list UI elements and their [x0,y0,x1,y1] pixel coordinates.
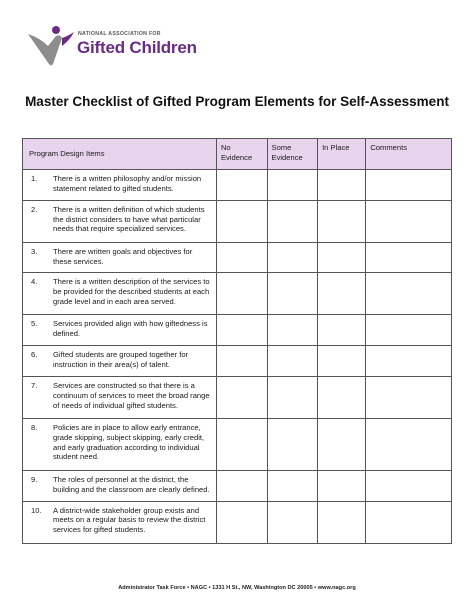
table-header-row [23,139,452,170]
org-name-large: Gifted Children [77,38,197,57]
table-row [23,376,452,418]
header-in-place: In Place [318,139,366,170]
no-evidence-cell[interactable] [216,170,267,201]
table-row [23,242,452,273]
some-evidence-cell[interactable] [267,470,318,501]
no-evidence-cell[interactable] [216,470,267,501]
row-text: Services are constructed so that there is a continuum of services to meet the broad range of needs of individual gifted students. [53,380,210,410]
in-place-cell[interactable] [318,200,366,242]
header-some-evidence: Some Evidence [267,139,318,170]
row-item-cell [23,273,217,315]
header-no-evidence: No Evidence [216,139,267,170]
comments-cell[interactable] [366,170,452,201]
header-comments: Comments [366,139,452,170]
no-evidence-cell[interactable] [216,200,267,242]
some-evidence-cell[interactable] [267,200,318,242]
row-number: 2. [31,204,38,214]
comments-cell[interactable] [366,501,452,543]
row-number: 9. [31,474,38,484]
row-item-cell [23,200,217,242]
row-text: There is a written definition of which students the district considers to have what particular needs that require specialized services. [53,204,205,234]
comments-cell[interactable] [366,200,452,242]
row-number: 3. [31,246,38,256]
table-row [23,200,452,242]
row-item-cell [23,501,217,543]
row-text: There is a written philosophy and/or mission statement related to gifted students. [53,174,202,193]
row-text: There is a written description of the services to be provided for the described students at each grade level and in each area served. [53,277,210,307]
in-place-cell[interactable] [318,346,366,377]
row-number: 10. [31,505,42,515]
footer: Administrator Task Force • NAGC • 1331 H St., NW, Washington DC 20005 • www.nagc.org [118,585,356,591]
row-text: There are written goals and objectives for these services. [53,246,193,266]
row-item-cell [23,376,217,418]
comments-cell[interactable] [366,315,452,346]
in-place-cell[interactable] [318,315,366,346]
row-number: 5. [31,319,38,329]
some-evidence-cell[interactable] [267,273,318,315]
row-text: Gifted students are grouped together for instruction in their area(s) of talent. [53,350,189,370]
figure-logo-icon [26,24,76,68]
page-title: Master Checklist of Gifted Program Elements for Self-Assessment [25,94,449,109]
nagc-logo [26,24,197,68]
some-evidence-cell[interactable] [267,418,318,470]
table-row [23,170,452,201]
some-evidence-cell[interactable] [267,501,318,543]
row-item-cell [23,470,217,501]
table-row [23,470,452,501]
header-program-design-items: Program Design Items [23,139,217,170]
table-row [23,418,452,470]
comments-cell[interactable] [366,470,452,501]
row-number: 6. [31,350,38,360]
comments-cell[interactable] [366,346,452,377]
no-evidence-cell[interactable] [216,346,267,377]
row-number: 8. [31,422,38,432]
row-item-cell [23,170,217,201]
comments-cell[interactable] [366,376,452,418]
checklist-table [22,138,452,544]
no-evidence-cell[interactable] [216,418,267,470]
some-evidence-cell[interactable] [267,346,318,377]
some-evidence-cell[interactable] [267,315,318,346]
table-row [23,315,452,346]
in-place-cell[interactable] [318,470,366,501]
in-place-cell[interactable] [318,273,366,315]
comments-cell[interactable] [366,242,452,273]
no-evidence-cell[interactable] [216,273,267,315]
no-evidence-cell[interactable] [216,376,267,418]
row-item-cell [23,418,217,470]
table-row [23,346,452,377]
in-place-cell[interactable] [318,170,366,201]
some-evidence-cell[interactable] [267,170,318,201]
in-place-cell[interactable] [318,501,366,543]
row-item-cell [23,315,217,346]
row-text: Policies are in place to allow early entrance, grade skipping, subject skipping, early credit, and early graduation according to individual student need. [53,422,205,462]
in-place-cell[interactable] [318,376,366,418]
no-evidence-cell[interactable] [216,501,267,543]
row-number: 4. [31,277,38,287]
some-evidence-cell[interactable] [267,376,318,418]
row-item-cell [23,242,217,273]
row-number: 7. [31,380,38,390]
row-number: 1. [31,174,38,183]
comments-cell[interactable] [366,273,452,315]
no-evidence-cell[interactable] [216,242,267,273]
row-item-cell [23,346,217,377]
row-text: A district-wide stakeholder group exists and meets on a regular basis to review the district services for gifted students. [53,505,206,535]
no-evidence-cell[interactable] [216,315,267,346]
in-place-cell[interactable] [318,418,366,470]
table-row [23,273,452,315]
some-evidence-cell[interactable] [267,242,318,273]
table-row [23,501,452,543]
org-name-small: NATIONAL ASSOCIATION FOR [78,31,161,37]
row-text: The roles of personnel at the district, the building and the classroom are clearly defined. [53,474,210,494]
comments-cell[interactable] [366,418,452,470]
row-text: Services provided align with how giftedness is defined. [53,319,208,339]
in-place-cell[interactable] [318,242,366,273]
